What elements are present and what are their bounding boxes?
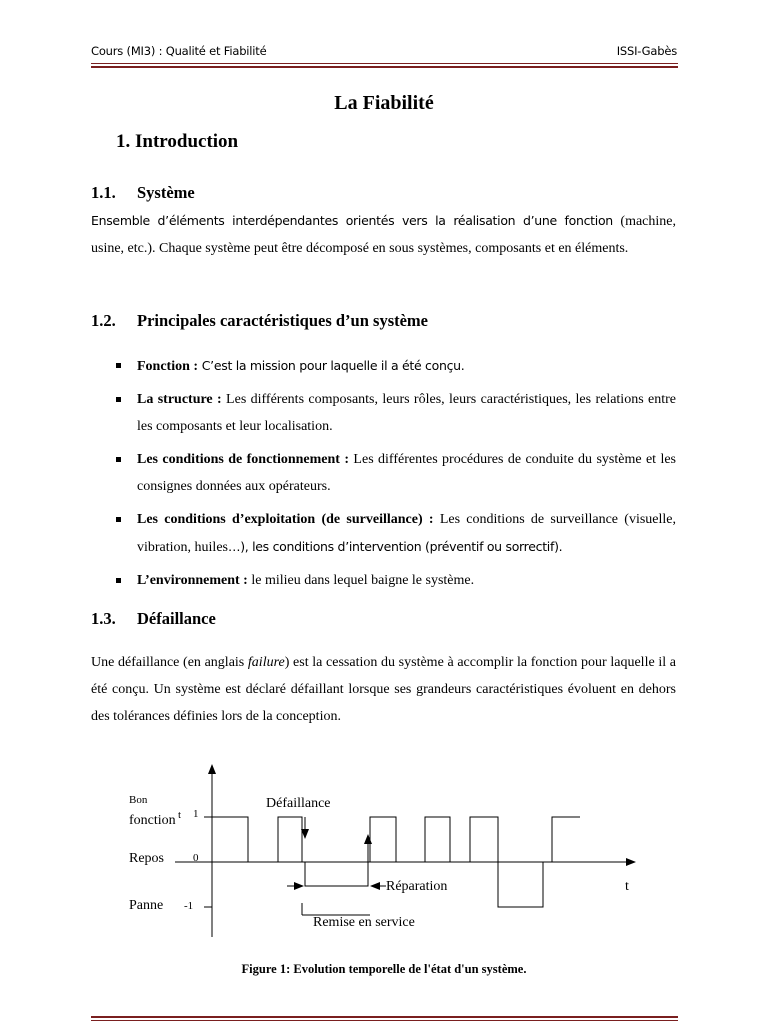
tick-label-minus-1: -1 bbox=[184, 900, 194, 912]
item-label: Les conditions de fonctionnement : bbox=[137, 452, 350, 467]
item-label: La structure : bbox=[137, 392, 222, 407]
bullet-square-icon bbox=[116, 457, 121, 462]
list-item bbox=[91, 352, 676, 380]
item-label: Les conditions d’exploitation (de surveillance) : bbox=[137, 512, 434, 527]
header-school: ISSI-Gabès bbox=[616, 44, 677, 58]
item-label: L’environnement : bbox=[137, 573, 248, 588]
tick-label-0: 0 bbox=[193, 852, 199, 864]
section-1-2-heading bbox=[91, 311, 428, 331]
bullet-square-icon bbox=[116, 578, 121, 583]
section-title: Défaillance bbox=[137, 609, 216, 628]
label-fonction: fonction bbox=[129, 813, 176, 828]
item-text: Les conditions de surveillance (visuelle, vibration, huiles bbox=[137, 512, 676, 555]
header-course: Cours (MI3) : Qualité et Fiabilité bbox=[91, 44, 267, 58]
section-number: 1.1. bbox=[91, 183, 116, 202]
paragraph-part: ) est la cessation du système à accomplir la fonction pour laquelle il a été conçu. Un système est déclaré défaillant lorsque ses grandeurs caractéristiques évoluent en dehors des tolérances définies lors de la conception. bbox=[91, 655, 676, 724]
list-item bbox=[91, 567, 676, 594]
section-title: Système bbox=[137, 183, 195, 202]
list-item bbox=[91, 386, 676, 440]
paragraph-part: Une défaillance (en anglais bbox=[91, 655, 248, 670]
header-rule-thick bbox=[91, 66, 678, 68]
item-text: le milieu dans lequel baigne le système. bbox=[247, 573, 475, 588]
paragraph-part: Ensemble d’éléments interdépendantes orientés vers la réalisation d’une fonction bbox=[91, 213, 613, 228]
section-number: 1.2. bbox=[91, 311, 116, 330]
item-text: Les différentes procédures de conduite du système et les consignes données aux opérateurs. bbox=[137, 452, 676, 494]
section-1-1-heading bbox=[91, 183, 195, 203]
label-t: t bbox=[625, 879, 629, 894]
section-1-3-paragraph bbox=[91, 649, 676, 730]
bullet-square-icon bbox=[116, 363, 121, 368]
label-remise-en-service: Remise en service bbox=[313, 915, 415, 930]
label-reparation: Réparation bbox=[386, 879, 448, 894]
paragraph-italic: failure bbox=[247, 655, 285, 670]
item-text: Les différents composants, leurs rôles, leurs caractéristiques, les relations entre les composants et leur localisation. bbox=[137, 392, 676, 434]
section-number: 1.3. bbox=[91, 609, 116, 628]
section-title: Principales caractéristiques d’un système bbox=[137, 311, 428, 330]
section-1-1-paragraph bbox=[91, 207, 676, 262]
list-item bbox=[91, 506, 676, 561]
bullet-square-icon bbox=[116, 397, 121, 402]
label-repos: Repos bbox=[129, 851, 164, 866]
paragraph-part: (machine, usine, etc.). Chaque système peut être décomposé en sous systèmes, composants et en éléments. bbox=[91, 214, 676, 256]
label-defaillance: Défaillance bbox=[266, 796, 331, 811]
label-bon: Bon bbox=[129, 794, 148, 806]
header-rule-thin bbox=[91, 63, 678, 64]
label-panne: Panne bbox=[129, 898, 164, 913]
page-title: La Fiabilité bbox=[334, 92, 434, 114]
footer-rule-thin bbox=[91, 1020, 678, 1021]
bullet-square-icon bbox=[116, 517, 121, 522]
item-text: …), les conditions d’intervention (préventif ou sorrectif). bbox=[228, 539, 563, 554]
item-label: Fonction : bbox=[137, 359, 199, 374]
characteristics-list bbox=[91, 352, 676, 600]
item-text: C’est la mission pour laquelle il a été conçu. bbox=[198, 358, 465, 373]
section-1-heading: 1. Introduction bbox=[116, 131, 239, 152]
list-item bbox=[91, 446, 676, 500]
state-evolution-diagram bbox=[120, 755, 650, 945]
page-header bbox=[91, 44, 677, 58]
footer-rule-thick bbox=[91, 1016, 678, 1018]
label-t-small: t bbox=[178, 809, 182, 821]
section-1-3-heading bbox=[91, 609, 216, 629]
tick-label-1: 1 bbox=[193, 808, 199, 820]
figure-caption: Figure 1: Evolution temporelle de l'état d'un système. bbox=[241, 962, 527, 976]
